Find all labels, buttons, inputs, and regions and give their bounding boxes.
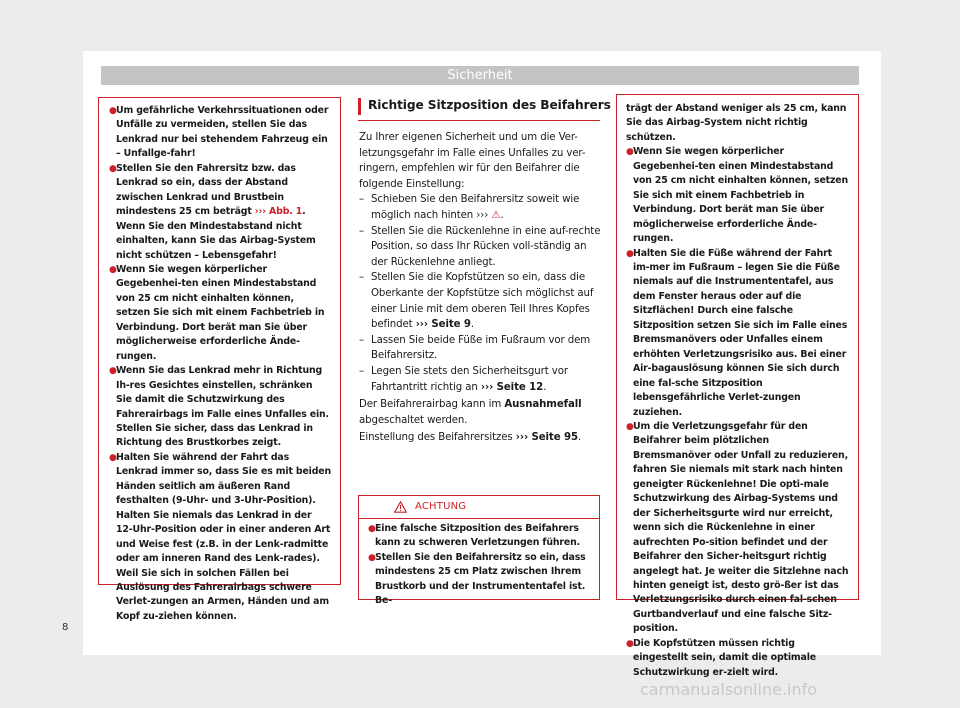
bullet-icon: ● — [626, 147, 634, 158]
bullet-icon: ● — [109, 163, 117, 174]
figure-reference-link[interactable]: ››› Abb. 1 — [254, 206, 303, 218]
page-reference-link[interactable]: ››› Seite 9 — [415, 319, 471, 331]
watermark: carmanualsonline.info — [640, 680, 818, 699]
continuation-text: trägt der Abstand weniger als 25 cm, kann Sie das Airbag-System nicht richtig schützen. — [626, 103, 847, 143]
list-item: ● Die Kopfstützen müssen richtig eingestellt sein, damit die optimale Schutzwirkung er-zielt wird. — [626, 637, 849, 680]
list-item: ● Wenn Sie das Lenkrad mehr in Richtung Ih-res Gesichtes einstellen, schränken Sie damit die Schutzwirkung des Fahrerairbags im Falle eines Unfalles ein. Stellen Sie sicher, dass das Lenkrad in Richtung des Brustkorbes zeigt. — [109, 364, 331, 451]
right-warning-box — [616, 94, 859, 678]
list-item: – Lassen Sie beide Füße im Fußraum vor dem Beifahrersitz. — [359, 334, 591, 362]
title-accent-bar — [358, 98, 361, 115]
list-item: ● Eine falsche Sitzposition des Beifahrers kann zu schweren Verletzungen führen. — [368, 522, 591, 551]
bullet-icon: ● — [109, 106, 117, 116]
bullet-icon: ● — [109, 264, 117, 275]
warning-icon: ⚠ — [491, 209, 501, 221]
page-reference-link[interactable]: ››› Seite 95 — [515, 432, 578, 444]
main-text — [359, 130, 601, 446]
bullet-icon: ● — [368, 524, 376, 534]
list-item: ● Um gefährliche Verkehrssituationen oder Unfälle zu vermeiden, stellen Sie das Lenkrad nur bei stehendem Fahrzeug ein – Unfallge-fahr! — [109, 104, 331, 162]
warning-header — [359, 496, 599, 518]
bullet-icon: ● — [368, 552, 376, 563]
bullet-icon: ● — [109, 366, 117, 377]
bullet-icon: ● — [626, 421, 634, 432]
bullet-icon: ● — [626, 248, 634, 259]
bullet-icon: ● — [109, 452, 117, 463]
list-item: ● Wenn Sie wegen körperlicher Gegebenhei-ten einen Mindestabstand von 25 cm nicht einhalten können, setzen Sie sich mit einem Fachbetrieb in Verbindung. Dort berät man Sie über möglicherweise erforderliche Ände-rungen. — [626, 145, 849, 246]
list-item: ● Stellen Sie den Fahrersitz bzw. das Lenkrad so ein, dass der Abstand zwischen Lenkrad und Brustbein mindestens 25 cm beträgt ››› Abb. 1. Wenn Sie den Mindestabstand nicht einhalten, kann Sie das Airbag-System nicht schützen – Lebensgefahr! — [109, 162, 331, 263]
reference-link[interactable]: ››› — [476, 209, 489, 221]
warning-icon — [394, 501, 407, 516]
page-number: 8 — [62, 622, 69, 633]
seat-note: Einstellung des Beifahrersitzes ››› Seite 95. — [359, 432, 582, 444]
list-item: ● Um die Verletzungsgefahr für den Beifahrer beim plötzlichen Bremsmanöver oder Unfall zu reduzieren, fahren Sie niemals mit stark nach hinten geneigter Rückenlehne! Die opti-male Schutzwirkung des Airbag-Systems und der Sicherheitsgurte wird nur erreicht, wenn sich die Rückenlehne in einer aufrechten Po-sition befindet und der Beifahrer den Sicher-heitsgurt richtig angelegt hat. Je weiter die Sitzlehne nach hinten geneigt ist, desto grö-ßer ist das Verletzungsrisiko durch einen fal-schen Gurtbandverlauf und eine falsche Sitz-position. — [626, 420, 849, 637]
page-reference-link[interactable]: ››› Seite 12 — [480, 381, 544, 393]
list-item: – Stellen Sie die Kopfstützen so ein, dass die Oberkante der Kopfstütze sich möglichst auf einer Linie mit dem oberen Teil Ihres Kopfes befindet ››› Seite 9. — [359, 272, 594, 331]
list-item: ● Wenn Sie wegen körperlicher Gegebenhei-ten einen Mindestabstand von 25 cm nicht einhalten können, setzen Sie sich mit einem Fachbetrieb in Verbindung. Dort berät man Sie über möglicherweise erforderliche Ände-rungen. — [109, 263, 331, 364]
list-item: – Legen Sie stets den Sicherheitsgurt vor Fahrtantritt richtig an ››› Seite 12. — [359, 365, 568, 393]
bullet-icon: ● — [626, 638, 634, 649]
intro-paragraph: Zu Ihrer eigenen Sicherheit und um die Ver-letzungsgefahr im Falle eines Unfalles zu ver-ringern, empfehlen wir für den Beifahrer die folgende Einstellung: — [359, 132, 586, 190]
warning-box — [358, 495, 600, 607]
page-header: Sicherheit — [101, 66, 859, 85]
list-item: – Schieben Sie den Beifahrersitz soweit wie möglich nach hinten ››› ⚠. — [359, 194, 580, 221]
list-item: ● Halten Sie während der Fahrt das Lenkrad immer so, dass Sie es mit beiden Händen seitlich am äußeren Rand festhalten (9-Uhr- und 3-Uhr-Position). Halten Sie niemals das Lenkrad in der 12-Uhr-Position oder in einer anderen Art und Weise fest (z.B. in der Lenk-radmitte oder am inneren Rand des Lenk-rades). Weil Sie sich in solchen Fällen bei Auslösung des Fahrerairbags schwere Verlet-zungen an Armen, Händen und am Kopf zu-ziehen können. — [109, 451, 331, 624]
list-item: – Stellen Sie die Rückenlehne in eine auf-rechte Position, so dass Ihr Rücken voll-ständig an der Rückenlehne anliegt. — [359, 225, 601, 268]
airbag-note: Der Beifahrerairbag kann im Ausnahmefall abgeschaltet werden. — [359, 399, 582, 426]
left-warning-box — [98, 97, 341, 622]
section-title: Richtige Sitzposition des Beifahrers — [358, 96, 600, 121]
list-item: ● Stellen Sie den Beifahrersitz so ein, dass mindestens 25 cm Platz zwischen Ihrem Brustkorb und der Instrumententafel ist. Be- — [368, 551, 591, 609]
list-item: ● Halten Sie die Füße während der Fahrt im-mer im Fußraum – legen Sie die Füße niemals auf die Instrumententafel, aus dem Fenster heraus oder auf die Sitzflächen! Durch eine falsche Sitzposition setzen Sie sich im Falle eines Bremsmanövers oder Unfalles einem erhöhten Verletzungsrisiko aus. Bei einer Air-bagauslösung können Sie sich durch eine fal-sche Sitzposition lebensgefährliche Verlet-zungen zuziehen. — [626, 247, 849, 420]
warning-label: ACHTUNG — [415, 501, 467, 512]
